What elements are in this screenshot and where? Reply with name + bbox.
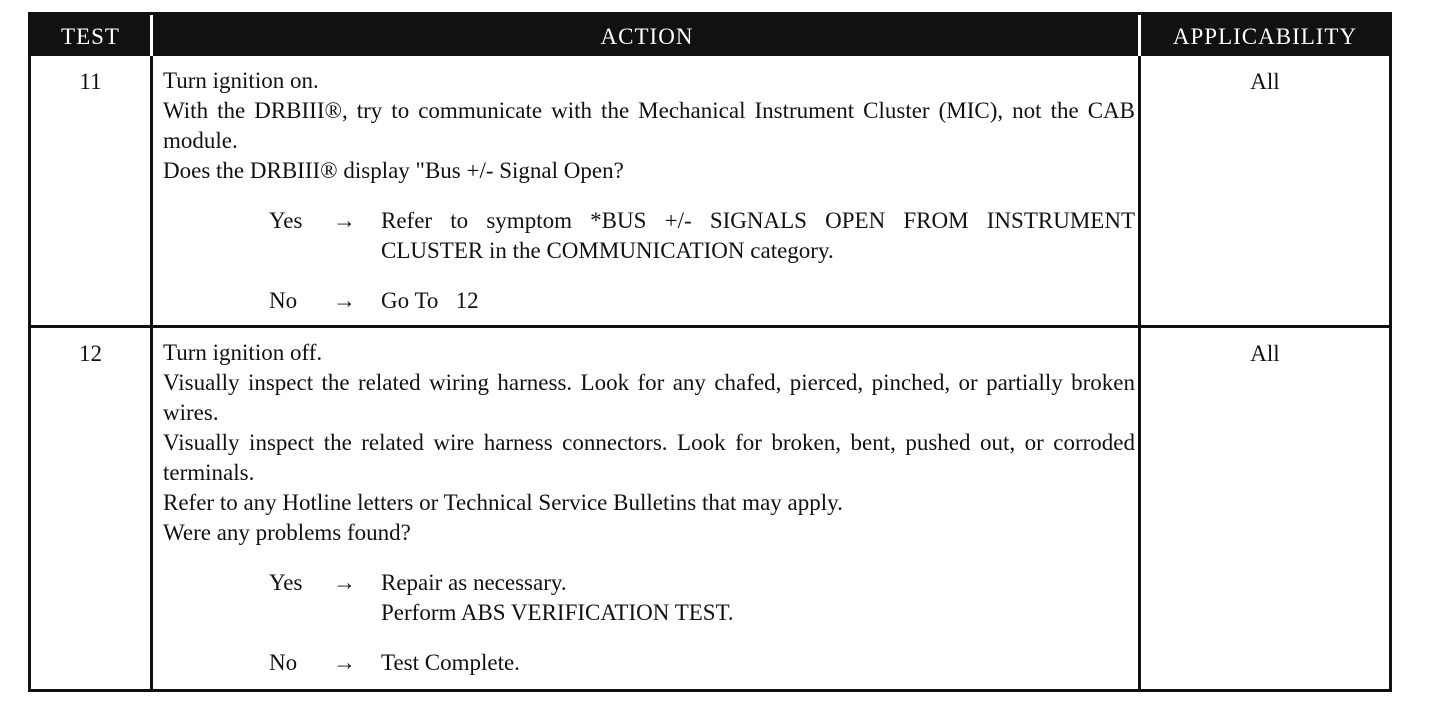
row-12-test-number: 12 (79, 341, 102, 366)
row-12-action (163, 338, 1135, 678)
action-line: Visually inspect the related wire harness connectors. Look for broken, bent, pushed out, or corroded terminals. (163, 430, 1135, 485)
action-line: Does the DRBIII® display "Bus +/- Signal Open? (163, 158, 624, 183)
row-11-test-number: 11 (79, 69, 102, 94)
action-line: Turn ignition on. (163, 68, 319, 93)
no-text: Go To 12 (381, 288, 479, 313)
no-label: No (269, 288, 298, 313)
action-line: With the DRBIII®, try to communicate with the Mechanical Instrument Cluster (MIC), not the CAB module. (163, 98, 1135, 153)
arrow-icon: → (333, 570, 356, 595)
no-text: Test Complete. (381, 650, 520, 675)
yes-text: Repair as necessary. (381, 570, 567, 595)
column-divider (1138, 56, 1141, 689)
column-divider (150, 56, 153, 689)
yes-label: Yes (269, 570, 303, 595)
header-test: TEST (61, 24, 120, 49)
row-divider (31, 325, 1389, 328)
header-applicability: APPLICABILITY (1172, 24, 1358, 49)
yes-label: Yes (269, 208, 303, 233)
action-line: Were any problems found? (163, 520, 411, 545)
action-line: Refer to any Hotline letters or Technical Service Bulletins that may apply. (163, 490, 843, 515)
diagnostic-test-table (28, 12, 1392, 692)
row-11-yes-branch (163, 206, 1135, 266)
row-11-no-branch (163, 286, 1135, 316)
row-12-no-branch (163, 648, 1135, 678)
yes-text: Perform ABS VERIFICATION TEST. (381, 600, 734, 625)
arrow-icon: → (333, 208, 356, 233)
row-11-applicability: All (1250, 69, 1280, 94)
yes-text: Refer to symptom *BUS +/- SIGNALS OPEN FROM INSTRUMENT CLUSTER in the COMMUNICATION category. (381, 208, 1135, 263)
arrow-icon: → (333, 650, 356, 675)
row-11-action (163, 66, 1135, 316)
table-header (31, 15, 1389, 56)
arrow-icon: → (333, 288, 356, 313)
no-label: No (269, 650, 298, 675)
row-12-applicability: All (1250, 341, 1280, 366)
row-12-yes-branch (163, 568, 1135, 628)
action-line: Visually inspect the related wiring harness. Look for any chafed, pierced, pinched, or partially broken wires. (163, 370, 1135, 425)
header-action: ACTION (600, 24, 694, 49)
action-line: Turn ignition off. (163, 340, 323, 365)
